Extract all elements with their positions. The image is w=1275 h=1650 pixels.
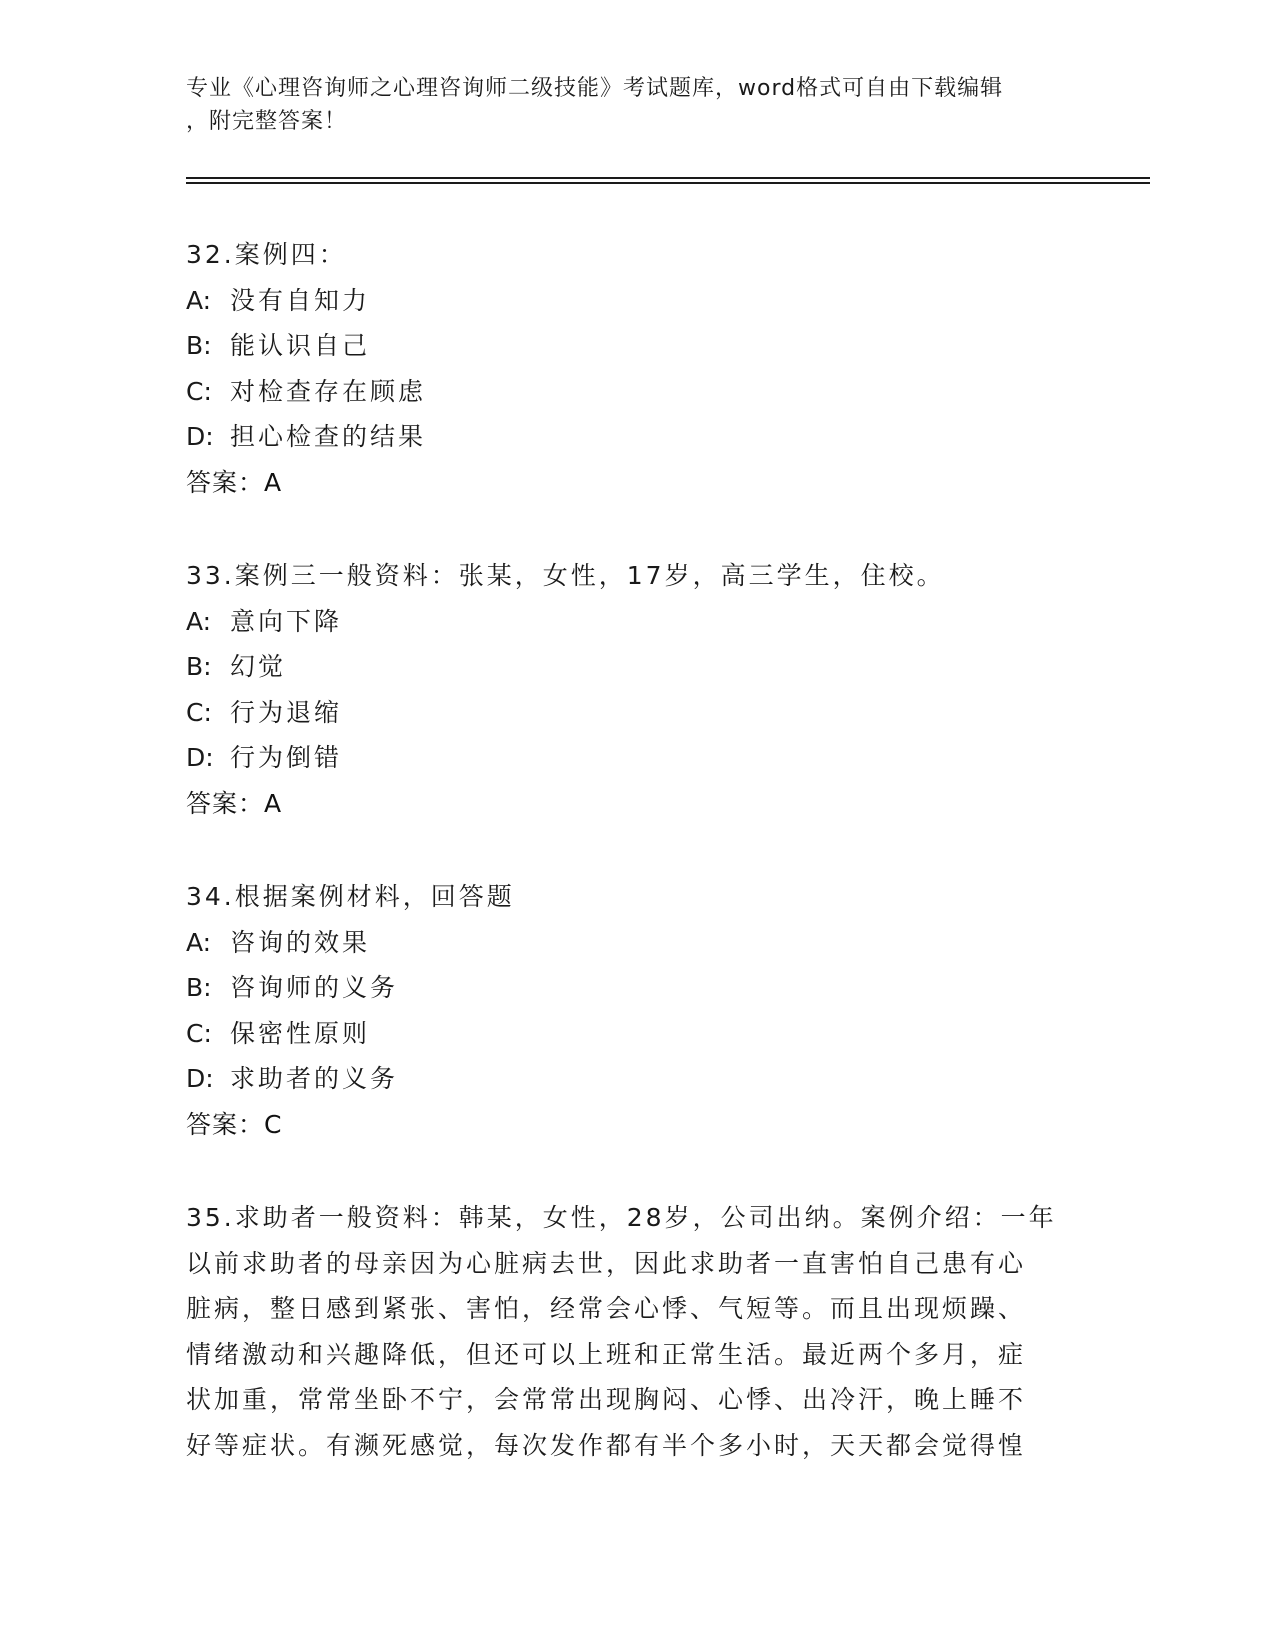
option-text: 行为倒错 (230, 743, 343, 772)
option-d (186, 735, 1086, 781)
option-c (186, 1011, 1086, 1057)
option-key: B: (186, 331, 212, 360)
question-title: 33.案例三一般资料：张某，女性，17岁，高三学生，住校。 (186, 561, 945, 590)
answer-line: 答案：A (186, 788, 283, 818)
question-35-line: 状加重，常常坐卧不宁，会常常出现胸闷、心悸、出冷汗，晚上睡不 (186, 1385, 1027, 1414)
option-c (186, 369, 1086, 415)
option-d (186, 1056, 1086, 1102)
question-35 (186, 1195, 1086, 1468)
option-key: D: (186, 422, 214, 451)
option-text: 担心检查的结果 (230, 422, 427, 451)
option-text: 能认识自己 (230, 331, 371, 360)
option-key: A: (186, 285, 212, 315)
header-line-1: 专业《心理咨询师之心理咨询师二级技能》考试题库，word格式可自由下载编辑 (186, 76, 1004, 101)
option-text: 对检查存在顾虑 (230, 376, 427, 406)
option-a (186, 920, 1086, 966)
option-key: B: (186, 652, 212, 681)
question-35-line: 以前求助者的母亲因为心脏病去世，因此求助者一直害怕自己患有心 (186, 1248, 1027, 1278)
document-header (186, 72, 1086, 138)
question-35-line: 35.求助者一般资料：韩某，女性，28岁，公司出纳。案例介绍：一年 (186, 1203, 1057, 1232)
question-35-line: 情绪激动和兴趣降低，但还可以上班和正常生活。最近两个多月，症 (186, 1339, 1027, 1369)
option-b (186, 965, 1086, 1011)
option-key: C: (186, 1018, 212, 1048)
header-line-2: ，附完整答案！ (186, 109, 348, 134)
option-text: 没有自知力 (230, 285, 371, 315)
option-text: 咨询的效果 (230, 927, 371, 957)
question-34 (186, 874, 1086, 1147)
option-text: 意向下降 (230, 606, 343, 636)
option-text: 幻觉 (230, 652, 287, 681)
option-d (186, 414, 1086, 460)
option-key: D: (186, 743, 214, 772)
header-divider-top (186, 177, 1150, 179)
answer-line: 答案：A (186, 467, 283, 497)
question-title: 34.根据案例材料，回答题 (186, 882, 515, 911)
option-c (186, 690, 1086, 736)
option-key: D: (186, 1064, 214, 1093)
option-key: A: (186, 606, 212, 636)
question-35-line: 好等症状。有濒死感觉，每次发作都有半个多小时，天天都会觉得惶 (186, 1430, 1027, 1460)
option-key: B: (186, 973, 212, 1002)
option-a (186, 599, 1086, 645)
option-b (186, 644, 1086, 690)
option-key: C: (186, 376, 212, 406)
option-b (186, 323, 1086, 369)
question-33 (186, 553, 1086, 826)
option-key: A: (186, 927, 212, 957)
option-text: 行为退缩 (230, 697, 343, 727)
header-divider-bottom (186, 182, 1150, 184)
question-title: 32.案例四： (186, 240, 347, 269)
question-32 (186, 232, 1086, 505)
option-a (186, 278, 1086, 324)
option-key: C: (186, 697, 212, 727)
option-text: 咨询师的义务 (230, 973, 399, 1002)
question-list (186, 232, 1086, 1516)
answer-line: 答案：C (186, 1109, 283, 1139)
option-text: 求助者的义务 (230, 1064, 399, 1093)
option-text: 保密性原则 (230, 1018, 371, 1048)
question-35-line: 脏病，整日感到紧张、害怕，经常会心悸、气短等。而且出现烦躁、 (186, 1294, 1027, 1323)
